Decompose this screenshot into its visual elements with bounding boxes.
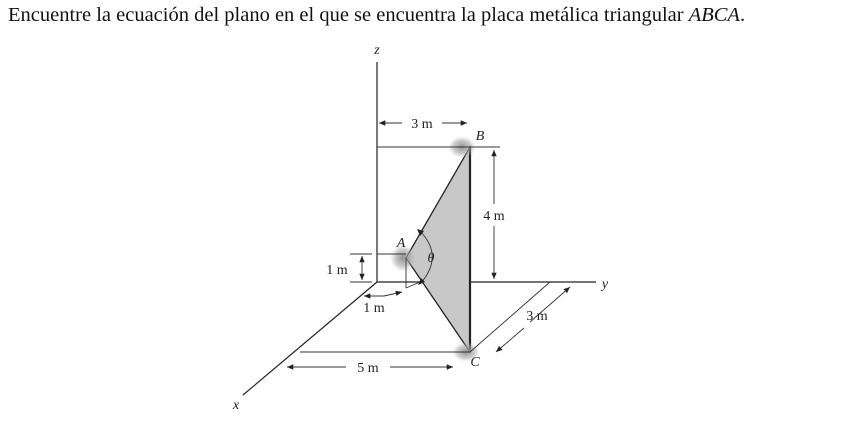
z-axis-label: z (374, 43, 380, 58)
point-c-label: C (470, 355, 480, 370)
dim-1m-base-label: 1 m (363, 301, 385, 316)
dim-1m-height-label: 1 m (326, 263, 348, 278)
problem-text-end: . (739, 4, 746, 26)
y-axis-label: y (601, 277, 609, 292)
dim-1m-base-arrow-right (384, 292, 402, 296)
problem-text-plate-name: ABCA (688, 4, 740, 26)
dim-3m-diag-label: 3 m (526, 309, 548, 324)
triangular-plate (406, 147, 470, 352)
dim-4m-label: 4 m (483, 209, 505, 224)
point-a-label: A (396, 236, 406, 251)
a-foot-line (406, 282, 420, 288)
problem-text-main: Encuentre la ecuación del plano en el que se encuentra la placa metálica triangular (8, 4, 689, 26)
x-axis-label: x (232, 398, 240, 413)
dim-3m-top-label: 3 m (411, 117, 433, 132)
dim-5m-label: 5 m (357, 361, 379, 376)
dim-3m-diag-arrow-down (496, 328, 524, 352)
point-b-label: B (475, 129, 485, 144)
x-axis (243, 282, 377, 395)
angle-theta-label: θ (427, 251, 435, 266)
